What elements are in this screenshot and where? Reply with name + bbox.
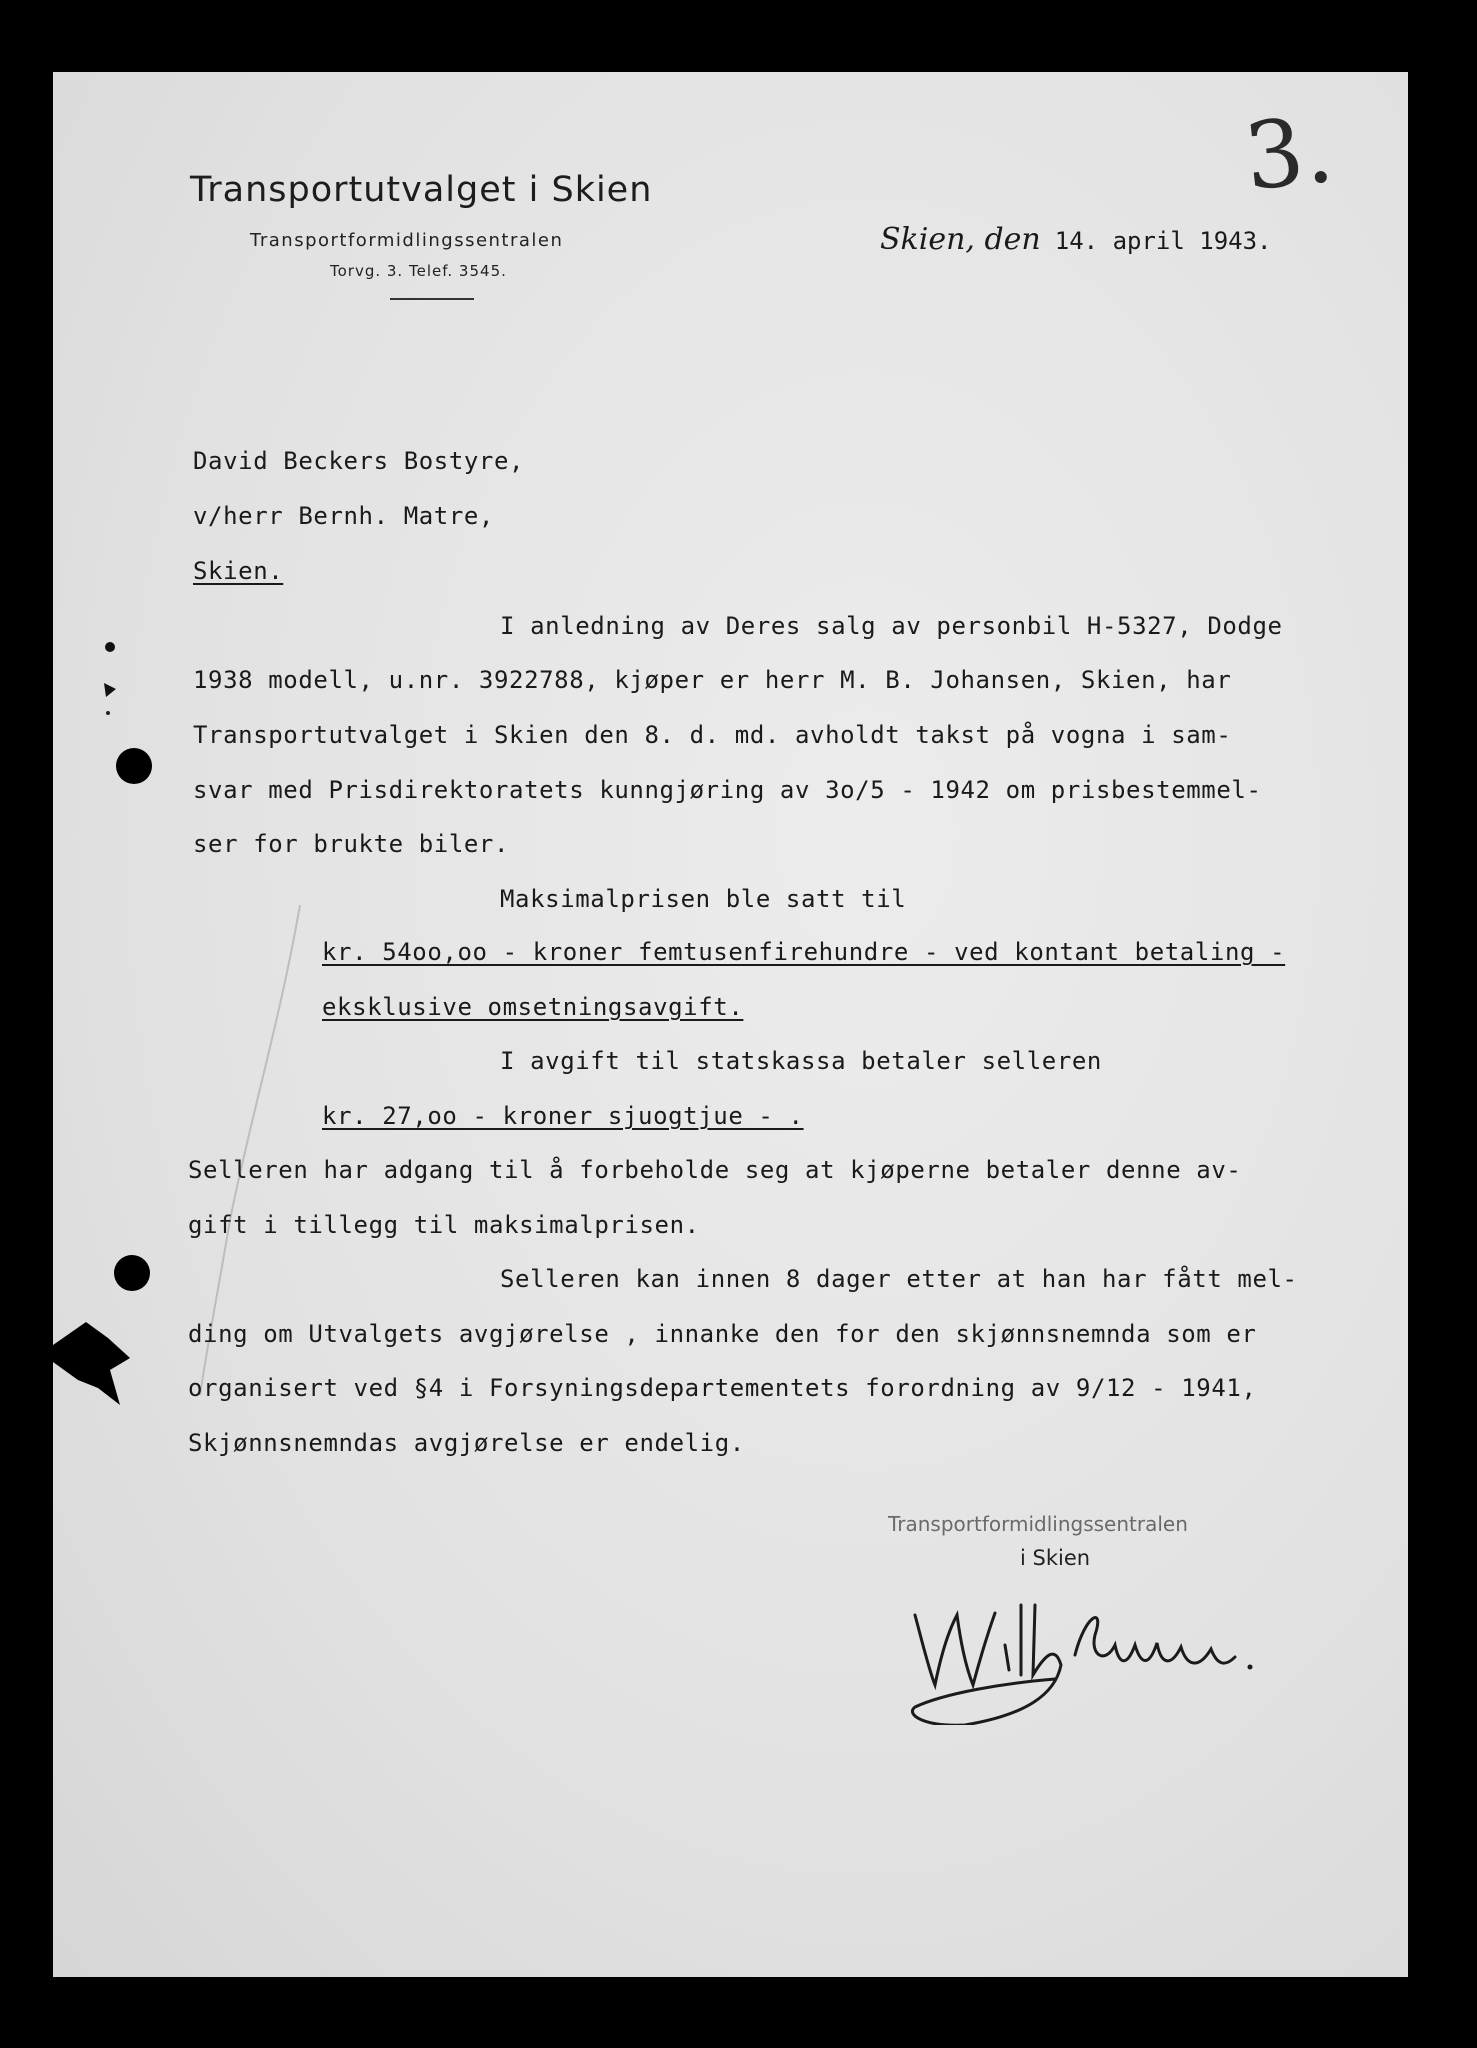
- letterhead-divider: [390, 298, 474, 300]
- price-line-1: kr. 54oo,oo - kroner femtusenfirehundre - ved kontant betaling -: [322, 938, 1286, 966]
- handwritten-signature: [905, 1575, 1265, 1725]
- recipient-line-3: Skien.: [193, 557, 284, 585]
- body-line: svar med Prisdirektoratets kunngjøring av 3o/5 - 1942 om prisbestemmel-: [193, 776, 1262, 804]
- body-line: ding om Utvalgets avgjørelse , innanke den for den skjønnsnemnda som er: [188, 1320, 1257, 1348]
- torn-edge-mark: [48, 1310, 138, 1420]
- body-line: I avgift til statskassa betaler selleren: [500, 1047, 1102, 1075]
- recipient-line-1: David Beckers Bostyre,: [193, 447, 525, 475]
- price-line-2: eksklusive omsetningsavgift.: [322, 993, 744, 1021]
- body-line: Skjønnsnemndas avgjørelse er endelig.: [188, 1429, 745, 1457]
- punch-hole-top: [116, 748, 152, 784]
- date-value: 14. april 1943.: [1054, 227, 1272, 255]
- handwritten-page-number: 3.: [1239, 95, 1339, 212]
- body-line: 1938 modell, u.nr. 3922788, kjøper er herr M. B. Johansen, Skien, har: [193, 666, 1232, 694]
- punch-hole-bottom: [114, 1255, 150, 1291]
- letterhead-subtitle: Transportformidlingssentralen: [250, 230, 564, 251]
- body-line: gift i tillegg til maksimalprisen.: [188, 1211, 700, 1239]
- letterhead-organization: Transportutvalget i Skien: [190, 170, 653, 210]
- body-line: Maksimalprisen ble satt til: [500, 885, 907, 913]
- stamp-organization: Transportformidlingssentralen: [888, 1512, 1188, 1536]
- fee-line: kr. 27,oo - kroner sjuogtjue - .: [322, 1102, 804, 1130]
- date-place: Skien, den: [880, 222, 1041, 257]
- body-line: organisert ved §4 i Forsyningsdepartementets forordning av 9/12 - 1941,: [188, 1374, 1257, 1402]
- body-line: Selleren kan innen 8 dager etter at han har fått mel-: [500, 1265, 1298, 1293]
- body-line: I anledning av Deres salg av personbil H-5327, Dodge: [500, 612, 1283, 640]
- body-line: Transportutvalget i Skien den 8. d. md. avholdt takst på vogna i sam-: [193, 721, 1232, 749]
- recipient-line-2: v/herr Bernh. Matre,: [193, 502, 494, 530]
- body-line: ser for brukte biler.: [193, 830, 510, 858]
- ink-specks: [96, 635, 136, 715]
- stamp-place: i Skien: [1020, 1546, 1091, 1570]
- letterhead-address: Torvg. 3. Telef. 3545.: [330, 262, 507, 280]
- date-line: [880, 222, 1272, 257]
- body-line: Selleren har adgang til å forbeholde seg at kjøperne betaler denne av-: [188, 1156, 1242, 1184]
